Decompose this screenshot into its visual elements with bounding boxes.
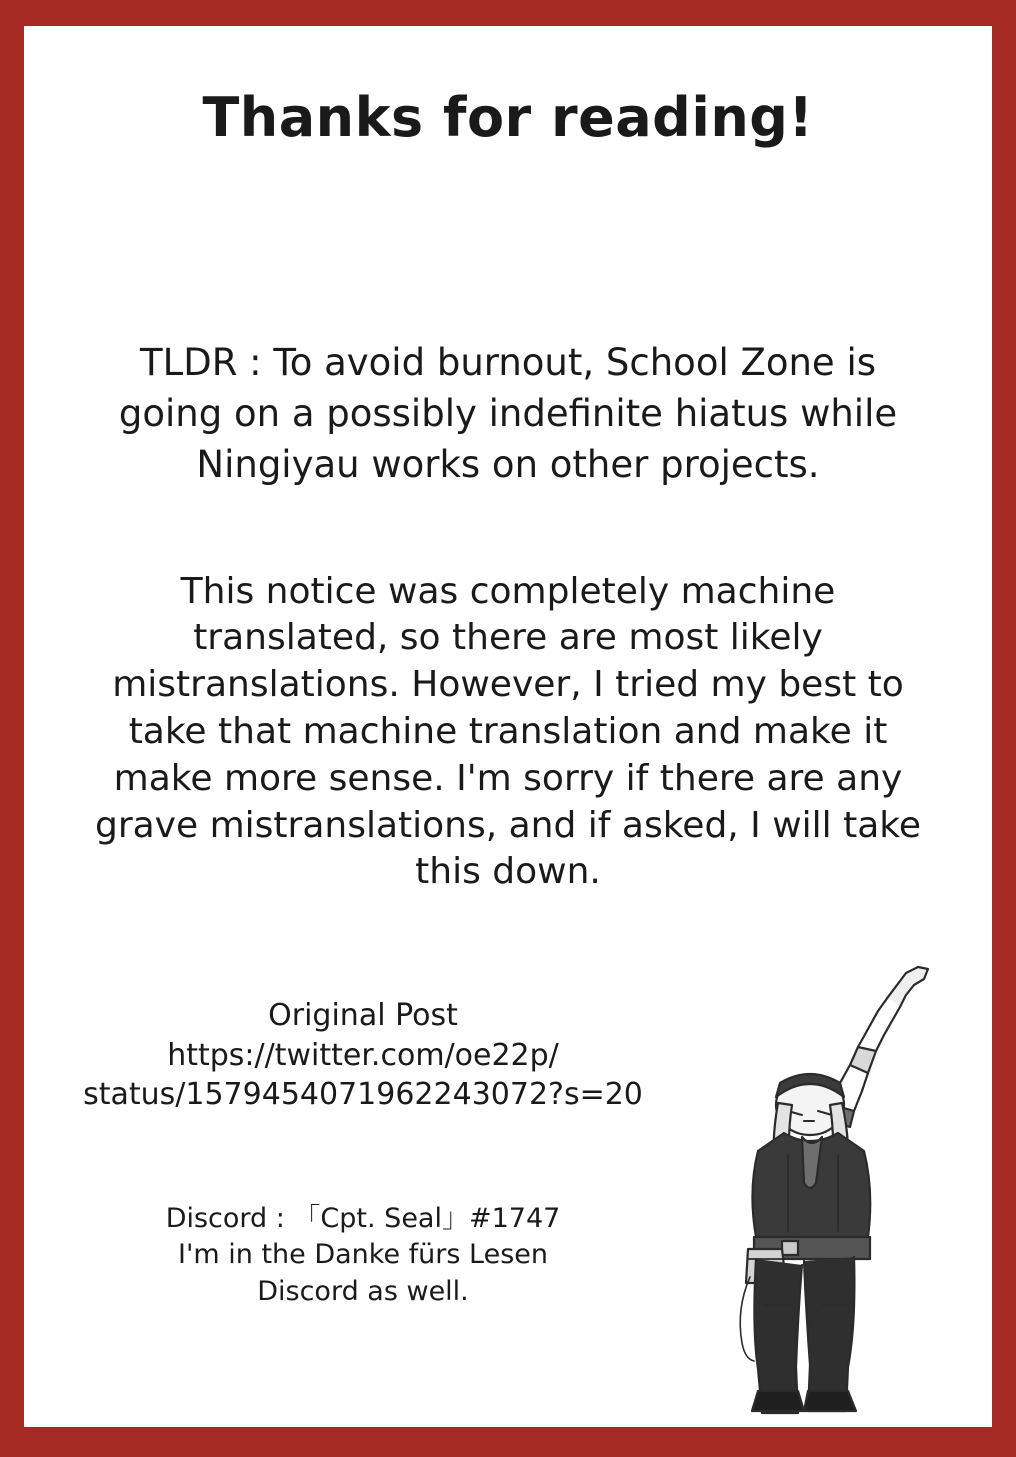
tldr-paragraph: TLDR : To avoid burnout, School Zone is going on a possibly indefinite hiatus while Ningiyau works on other projects. bbox=[118, 341, 898, 487]
discord-handle: Discord : 「Cpt. Seal」#1747 bbox=[165, 1202, 561, 1234]
discord-line-2: I'm in the Danke fürs Lesen bbox=[177, 1239, 548, 1271]
translation-notice-paragraph: This notice was completely machine translated, so there are most likely mistranslations. However, I tried my best to take that machine translation and make it make more sense. I'm sorry if there are any grave mistranslations, and if asked, I will take this down. bbox=[94, 570, 922, 893]
page-title: Thanks for reading! bbox=[202, 86, 814, 149]
original-post-block bbox=[64, 996, 662, 1115]
original-post-label: Original Post bbox=[268, 998, 458, 1033]
page-sheet bbox=[24, 26, 992, 1427]
discord-line-3: Discord as well. bbox=[257, 1275, 469, 1307]
pointing-character-illustration bbox=[692, 905, 962, 1415]
original-post-url-line-2[interactable]: status/1579454071962243072?s=20 bbox=[83, 1077, 643, 1113]
original-post-url-line-1[interactable]: https://twitter.com/oe22p/ bbox=[167, 1037, 559, 1073]
discord-block bbox=[64, 1201, 662, 1310]
